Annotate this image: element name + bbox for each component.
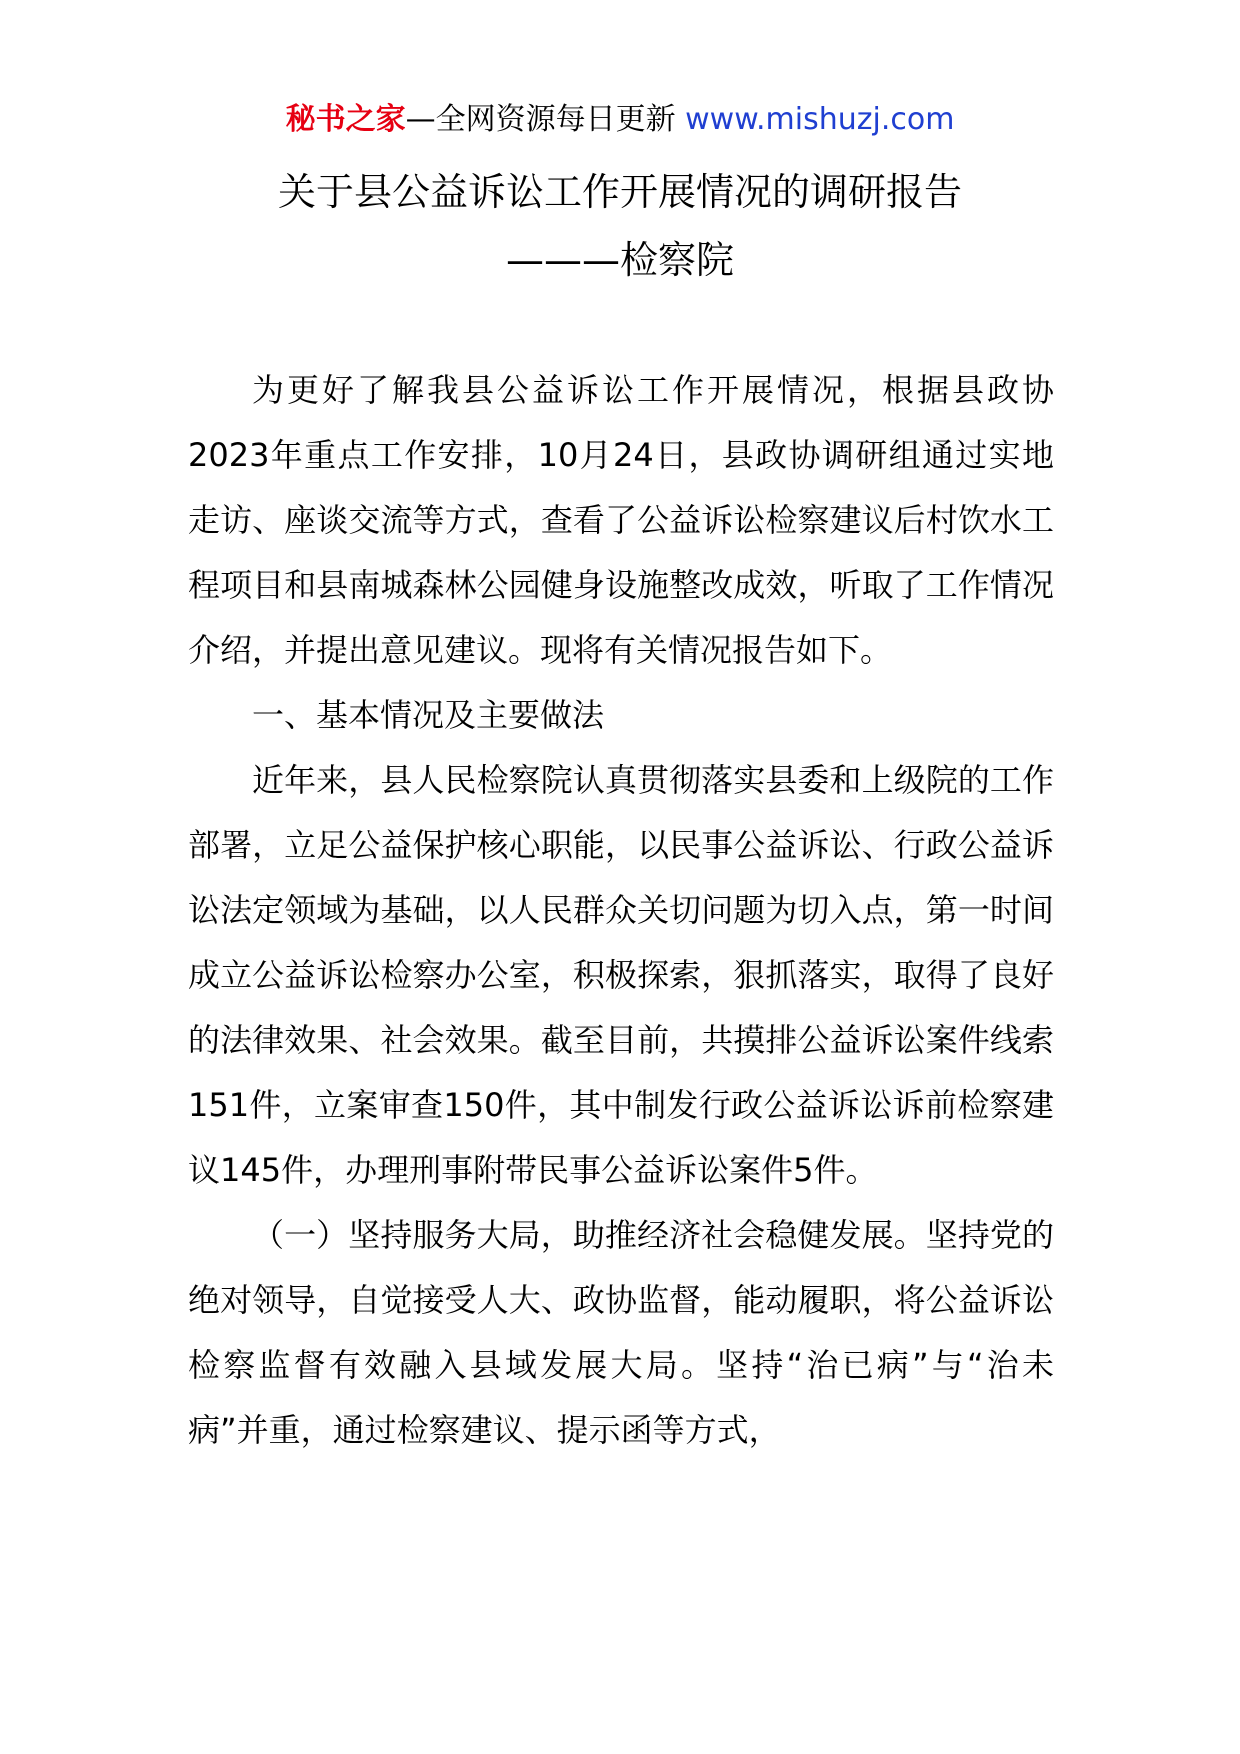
document-body bbox=[188, 358, 1054, 1463]
document-subtitle: ———检察院 bbox=[505, 238, 734, 282]
site-url-link[interactable]: www.mishuzj.com bbox=[685, 102, 955, 137]
intro-paragraph: 为更好了解我县公益诉讼工作开展情况，根据县政协2023年重点工作安排，10月24日，县政协调研组通过实地走访、座谈交流等方式，查看了公益诉讼检察建议后村饮水工程项目和县南城森林公园健身设施整改成效，听取了工作情况介绍，并提出意见建议。现将有关情况报告如下。 bbox=[188, 371, 1054, 669]
site-header bbox=[0, 100, 1240, 140]
body-paragraph: 近年来，县人民检察院认真贯彻落实县委和上级院的工作部署，立足公益保护核心职能，以民事公益诉讼、行政公益诉讼法定领域为基础，以人民群众关切问题为切入点，第一时间成立公益诉讼检察办公室，积极探索，狠抓落实，取得了良好的法律效果、社会效果。截至目前，共摸排公益诉讼案件线索151件，立案审查150件，其中制发行政公益诉讼诉前检察建议145件，办理刑事附带民事公益诉讼案件5件。 bbox=[188, 761, 1054, 1189]
document-title: 关于县公益诉讼工作开展情况的调研报告 bbox=[277, 170, 962, 214]
body-paragraph: （一）坚持服务大局，助推经济社会稳健发展。坚持党的绝对领导，自觉接受人大、政协监督，能动履职，将公益诉讼检察监督有效融入县域发展大局。坚持“治已病”与“治未病”并重，通过检察建议、提示函等方式， bbox=[188, 1216, 1054, 1449]
header-slogan: —全网资源每日更新 bbox=[405, 102, 676, 137]
brand-name: 秘书之家 bbox=[285, 102, 406, 137]
section-heading: 一、基本情况及主要做法 bbox=[252, 696, 605, 734]
